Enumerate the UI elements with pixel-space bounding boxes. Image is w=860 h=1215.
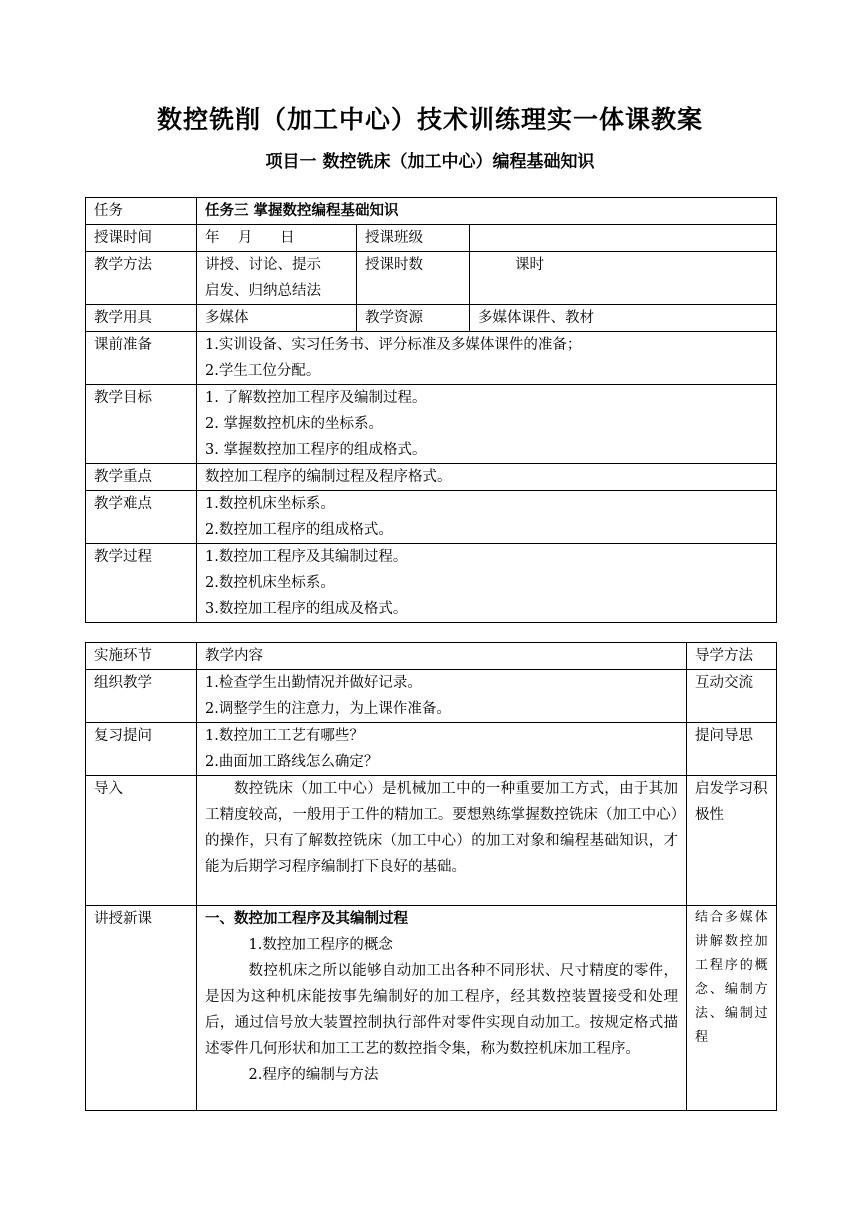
- table-row: [86, 670, 777, 723]
- goal-line: 1. 了解数控加工程序及编制过程。: [205, 390, 427, 406]
- content-line: 1.数控加工工艺有哪些？: [205, 728, 364, 744]
- stage-cell: 讲授新课: [86, 906, 197, 1111]
- difficult-line: 1.数控机床坐标系。: [205, 496, 335, 512]
- column-header-method: 导学方法: [687, 643, 777, 670]
- method-cell: 互动交流: [687, 670, 777, 723]
- project-subtitle: 项目一 数控铣床（加工中心）编程基础知识: [265, 152, 595, 172]
- table-row: [86, 776, 777, 906]
- stage-cell: 组织教学: [86, 670, 197, 723]
- method-value-line: 启发、归纳总结法: [205, 283, 321, 299]
- section-heading: 一、数控加工程序及其编制过程: [205, 911, 408, 927]
- sub-heading: 2.程序的编制与方法: [248, 1067, 379, 1083]
- table-row: [86, 723, 777, 776]
- content-line: 1.检查学生出勤情况并做好记录。: [205, 675, 422, 691]
- table-row: [86, 906, 777, 1111]
- prep-line: 2.学生工位分配。: [205, 363, 321, 379]
- column-header-content: 教学内容: [197, 643, 687, 670]
- process-row: [86, 544, 777, 623]
- content-line: 2.曲面加工路线怎么确定？: [205, 754, 379, 770]
- method-cell: 结合多媒体讲解数控加工程序的概念、编制方法、编制过程: [687, 906, 777, 1111]
- prep-row: [86, 332, 777, 385]
- content-cell: 数控铣床（加工中心）是机械加工中的一种重要加工方式，由于其加工精度较高，一般用于工件的精加工。要想熟练掌握数控铣床（加工中心）的操作，只有了解数控铣床（加工中心）的加工对象和编程基础知识，才能为后期学习程序编制打下良好的基础。: [197, 776, 687, 906]
- prep-label: 课前准备: [86, 332, 197, 385]
- content-paragraph: 数控机床之所以能够自动加工出各种不同形状、尺寸精度的零件，是因为这种机床能按事先编制好的加工程序，经其数控装置接受和处理后，通过信号放大装置控制执行部件对零件实现自动加工。按规定格式描述零件几何形状和加工工艺的数控指令集，称为数控机床加工程序。: [205, 963, 678, 1057]
- goal-line: 3. 掌握数控加工程序的组成格式。: [205, 442, 427, 458]
- process-line: 1.数控加工程序及其编制过程。: [205, 549, 408, 565]
- time-value: 年 月 日: [197, 225, 357, 252]
- method-label: 教学方法: [86, 252, 197, 305]
- key-value: 数控加工程序的编制过程及程序格式。: [197, 464, 777, 491]
- process-header-row: [86, 643, 777, 670]
- process-label: 教学过程: [86, 544, 197, 623]
- lesson-info-table: [85, 197, 777, 623]
- resource-value: 多媒体课件、教材: [470, 305, 777, 332]
- hours-value: 课时: [470, 252, 777, 305]
- goal-row: [86, 385, 777, 464]
- goal-value: [197, 385, 777, 464]
- stage-cell: 导入: [86, 776, 197, 906]
- tools-row: [86, 305, 777, 332]
- sub-heading: 1.数控加工程序的概念: [248, 937, 393, 953]
- task-value: 任务三 掌握数控编程基础知识: [197, 198, 777, 225]
- content-cell: [197, 723, 687, 776]
- method-row: [86, 252, 777, 305]
- method-value: [197, 252, 357, 305]
- process-line: 2.数控机床坐标系。: [205, 575, 335, 591]
- resource-label: 教学资源: [357, 305, 470, 332]
- method-cell: 启发学习积极性: [687, 776, 777, 906]
- process-line: 3.数控加工程序的组成及格式。: [205, 601, 408, 617]
- content-line: 2.调整学生的注意力，为上课作准备。: [205, 701, 451, 717]
- difficult-value: [197, 491, 777, 544]
- difficult-label: 教学难点: [86, 491, 197, 544]
- content-cell: [197, 670, 687, 723]
- goal-line: 2. 掌握数控机床的坐标系。: [205, 416, 383, 432]
- difficult-row: [86, 491, 777, 544]
- class-value: [470, 225, 777, 252]
- time-row: [86, 225, 777, 252]
- teaching-process-table: [85, 642, 777, 1111]
- goal-label: 教学目标: [86, 385, 197, 464]
- stage-cell: 复习提问: [86, 723, 197, 776]
- hours-label: 授课时数: [357, 252, 470, 305]
- key-row: [86, 464, 777, 491]
- prep-value: [197, 332, 777, 385]
- content-cell: [197, 906, 687, 1111]
- task-label: 任务: [86, 198, 197, 225]
- time-label: 授课时间: [86, 225, 197, 252]
- document-title: 数控铣削（加工中心）技术训练理实一体课教案: [156, 105, 703, 134]
- tools-label: 教学用具: [86, 305, 197, 332]
- method-value-line: 讲授、讨论、提示: [205, 257, 321, 273]
- tools-value: 多媒体: [197, 305, 357, 332]
- prep-line: 1.实训设备、实习任务书、评分标准及多媒体课件的准备；: [205, 337, 582, 353]
- difficult-line: 2.数控加工程序的组成格式。: [205, 522, 393, 538]
- key-label: 教学重点: [86, 464, 197, 491]
- method-cell: 提问导思: [687, 723, 777, 776]
- process-value: [197, 544, 777, 623]
- class-label: 授课班级: [357, 225, 470, 252]
- task-row: [86, 198, 777, 225]
- column-header-stage: 实施环节: [86, 643, 197, 670]
